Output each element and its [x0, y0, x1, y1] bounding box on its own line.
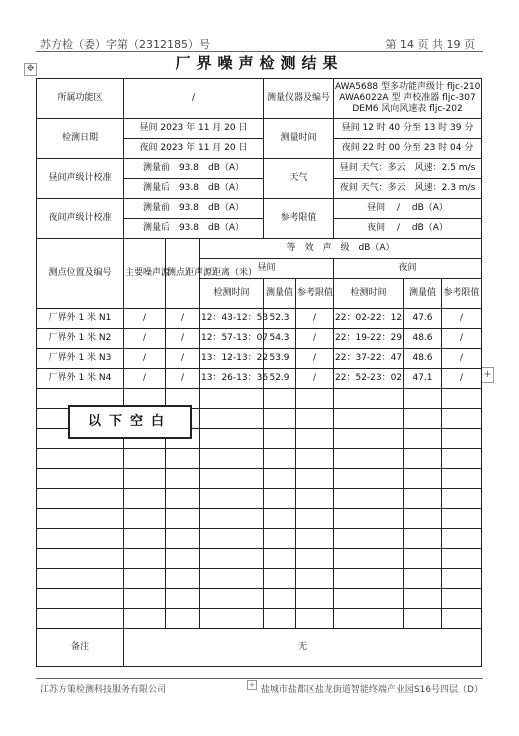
row-day-limit: / — [296, 369, 334, 389]
empty-row — [37, 589, 482, 609]
row-distance: / — [166, 369, 200, 389]
page-number: 第 14 页 共 19 页 — [385, 38, 475, 51]
col-source: 主要噪声源 — [124, 239, 166, 309]
col-night: 夜间 — [334, 259, 482, 279]
footer-expand-icon[interactable]: + — [247, 680, 257, 690]
report-number: 苏方检（委）字第（2312185）号 — [40, 38, 210, 51]
time-night: 夜间 22 时 00 分至 23 时 04 分 — [334, 139, 482, 159]
weather-label: 天气 — [264, 159, 334, 199]
col-night-time: 检测时间 — [334, 279, 404, 309]
limit-night: 夜间 / dB（A） — [334, 219, 482, 239]
date-label: 检测日期 — [37, 119, 124, 159]
page-title: 厂界噪声检测结果 — [175, 54, 344, 72]
weather-night: 夜间 天气：多云 风速：2.3 m/s — [334, 179, 482, 199]
row-source: / — [124, 349, 166, 369]
col-leq: 等 效 声 级 dB（A） — [200, 239, 482, 259]
limit-day: 昼间 / dB（A） — [334, 199, 482, 219]
row-day-value: 54.3 — [264, 329, 296, 349]
remark-value: 无 — [124, 629, 482, 667]
col-day-time: 检测时间 — [200, 279, 264, 309]
table-row — [37, 329, 482, 349]
row-source: / — [124, 309, 166, 329]
instrument-3: DEM6 风向风速表 fljc-202 — [352, 104, 463, 114]
col-day-measured: 测量值 — [264, 279, 296, 309]
row-point: 厂界外 1 米 N3 — [37, 349, 124, 369]
instrument-label: 测量仪器及编号 — [264, 79, 334, 119]
footer-company: 江苏方策检测科技服务有限公司 — [40, 685, 167, 695]
row-day-value: 52.3 — [264, 309, 296, 329]
time-day: 昼间 12 时 40 分至 13 时 39 分 — [334, 119, 482, 139]
row-day-value: 52.9 — [264, 369, 296, 389]
row-night-time: 22：37-22：47 — [334, 349, 404, 369]
time-label: 测量时间 — [264, 119, 334, 159]
row-point: 厂界外 1 米 N1 — [37, 309, 124, 329]
empty-row — [37, 489, 482, 509]
row-source: / — [124, 369, 166, 389]
row-day-time: 12：43-12：53 — [200, 309, 264, 329]
row-night-limit: / — [442, 329, 482, 349]
row-night-value: 48.6 — [404, 349, 442, 369]
row-night-limit: / — [442, 369, 482, 389]
day-calibration-before: 测量前 93.8 dB（A） — [124, 159, 264, 179]
empty-row — [37, 549, 482, 569]
empty-row — [37, 609, 482, 629]
weather-day: 昼间 天气：多云 风速：2.5 m/s — [334, 159, 482, 179]
row-night-time: 22：19-22：29 — [334, 329, 404, 349]
row-night-value: 47.6 — [404, 309, 442, 329]
footer-divider — [36, 678, 483, 679]
col-night-measured: 测量值 — [404, 279, 442, 309]
date-day: 昼间 2023 年 11 月 20 日 — [124, 119, 264, 139]
col-day: 昼间 — [200, 259, 334, 279]
empty-row — [37, 449, 482, 469]
empty-row — [37, 569, 482, 589]
row-day-time: 13：26-13：36 — [200, 369, 264, 389]
row-night-value: 47.1 — [404, 369, 442, 389]
function-area-label: 所属功能区 — [37, 79, 124, 119]
row-day-time: 13：12-13：22 — [200, 349, 264, 369]
day-calibration-label: 昼间声级计校准 — [37, 159, 124, 199]
empty-row — [37, 529, 482, 549]
day-calibration-after: 测量后 93.8 dB（A） — [124, 179, 264, 199]
col-day-limit: 参考限值 — [296, 279, 334, 309]
col-night-limit: 参考限值 — [442, 279, 482, 309]
row-night-time: 22：02-22：12 — [334, 309, 404, 329]
limit-label: 参考限值 — [264, 199, 334, 239]
row-point: 厂界外 1 米 N2 — [37, 329, 124, 349]
table-row — [37, 309, 482, 329]
night-calibration-before: 测量前 93.8 dB（A） — [124, 199, 264, 219]
instrument-1: AWA5688 型多功能声级计 fljc-210 — [335, 82, 481, 92]
table-row — [37, 349, 482, 369]
blank-below-stamp: 以下空白 — [68, 405, 192, 439]
row-distance: / — [166, 309, 200, 329]
instrument-list — [334, 79, 482, 119]
row-day-limit: / — [296, 309, 334, 329]
date-night: 夜间 2023 年 11 月 20 日 — [124, 139, 264, 159]
row-point: 厂界外 1 米 N4 — [37, 369, 124, 389]
empty-row — [37, 509, 482, 529]
row-day-time: 12：57-13：07 — [200, 329, 264, 349]
footer-address: 盐城市盐都区盐龙街道智能终端产业园S16号四层（D） — [260, 685, 483, 695]
night-calibration-label: 夜间声级计校准 — [37, 199, 124, 239]
row-day-limit: / — [296, 329, 334, 349]
night-calibration-after: 测量后 93.8 dB（A） — [124, 219, 264, 239]
table-move-handle-icon[interactable]: ✥ — [24, 63, 37, 76]
row-night-time: 22：52-23：02 — [334, 369, 404, 389]
row-day-value: 53.9 — [264, 349, 296, 369]
row-distance: / — [166, 329, 200, 349]
row-night-limit: / — [442, 309, 482, 329]
remark-label: 备注 — [37, 629, 124, 667]
col-distance: 测点距声源距离（米） — [166, 239, 200, 309]
row-distance: / — [166, 349, 200, 369]
row-source: / — [124, 329, 166, 349]
noise-result-table — [36, 78, 482, 667]
instrument-2: AWA6022A 型 声校准器 fljc-307 — [339, 93, 476, 103]
empty-row — [37, 469, 482, 489]
add-column-icon[interactable]: + — [481, 367, 494, 383]
table-row — [37, 369, 482, 389]
function-area-value: / — [124, 79, 264, 119]
row-day-limit: / — [296, 349, 334, 369]
row-night-value: 48.6 — [404, 329, 442, 349]
col-point: 测点位置及编号 — [37, 239, 124, 309]
row-night-limit: / — [442, 349, 482, 369]
